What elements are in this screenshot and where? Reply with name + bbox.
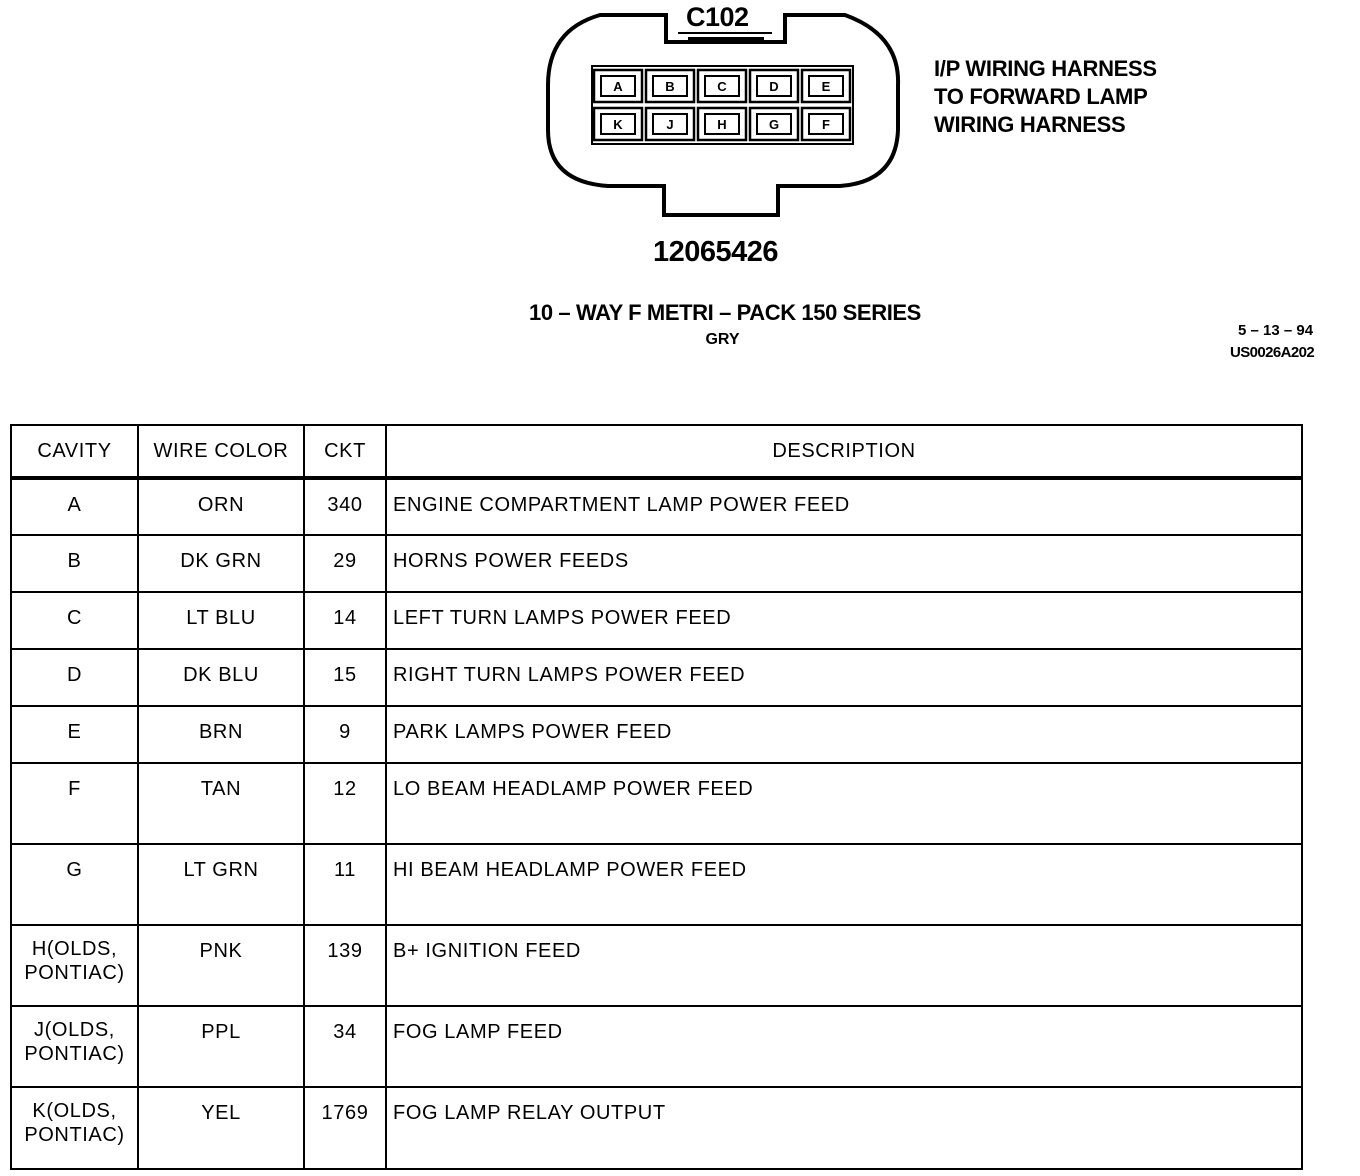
table-row bbox=[11, 844, 1302, 925]
cell-wire-color: TAN bbox=[138, 763, 304, 844]
harness-description bbox=[934, 55, 1157, 139]
cell-description: ENGINE COMPARTMENT LAMP POWER FEED bbox=[386, 478, 1302, 535]
cell-description: FOG LAMP RELAY OUTPUT bbox=[386, 1087, 1302, 1169]
pin-label: J bbox=[666, 117, 674, 132]
cell-wire-color: PPL bbox=[138, 1006, 304, 1087]
pin-label: D bbox=[769, 79, 779, 94]
cell-description: FOG LAMP FEED bbox=[386, 1006, 1302, 1087]
pin-label: A bbox=[613, 79, 623, 94]
cell-cavity-line: K(OLDS, bbox=[32, 1100, 117, 1122]
header-wire-color: WIRE COLOR bbox=[138, 425, 304, 478]
pin-label: K bbox=[613, 117, 623, 132]
cavity-table bbox=[10, 424, 1303, 1170]
cell-ckt: 12 bbox=[304, 763, 386, 844]
cell-ckt: 139 bbox=[304, 925, 386, 1006]
pin-label: H bbox=[717, 117, 727, 132]
table-row bbox=[11, 592, 1302, 649]
cell-description: HI BEAM HEADLAMP POWER FEED bbox=[386, 844, 1302, 925]
table-row bbox=[11, 1006, 1302, 1087]
harness-description-line: TO FORWARD LAMP bbox=[934, 84, 1148, 109]
cell-cavity: B bbox=[11, 535, 138, 592]
cell-cavity: D bbox=[11, 649, 138, 706]
table-row bbox=[11, 706, 1302, 763]
cell-cavity bbox=[11, 1087, 138, 1169]
connector-id-underline bbox=[688, 37, 764, 40]
cell-wire-color: ORN bbox=[138, 478, 304, 535]
cell-description: PARK LAMPS POWER FEED bbox=[386, 706, 1302, 763]
cell-description: LO BEAM HEADLAMP POWER FEED bbox=[386, 763, 1302, 844]
cell-wire-color: LT BLU bbox=[138, 592, 304, 649]
cell-wire-color: PNK bbox=[138, 925, 304, 1006]
cell-ckt: 11 bbox=[304, 844, 386, 925]
cell-cavity-line: PONTIAC) bbox=[24, 1043, 125, 1065]
cell-cavity: G bbox=[11, 844, 138, 925]
cell-description: HORNS POWER FEEDS bbox=[386, 535, 1302, 592]
part-number: 12065426 bbox=[653, 236, 779, 268]
connector-type: 10 – WAY F METRI – PACK 150 SERIES bbox=[529, 300, 921, 325]
pin-label: E bbox=[821, 79, 831, 94]
header-description: DESCRIPTION bbox=[386, 425, 1302, 478]
cell-wire-color: LT GRN bbox=[138, 844, 304, 925]
document-code: US0026A202 bbox=[1230, 344, 1315, 361]
table-header-row bbox=[11, 425, 1302, 478]
document-date: 5 – 13 – 94 bbox=[1238, 322, 1314, 339]
cell-ckt: 9 bbox=[304, 706, 386, 763]
header-ckt: CKT bbox=[304, 425, 386, 478]
connector-color: GRY bbox=[705, 331, 740, 348]
pin-block-frame bbox=[592, 66, 853, 144]
cell-ckt: 15 bbox=[304, 649, 386, 706]
pin-label: C bbox=[717, 79, 727, 94]
cell-ckt: 34 bbox=[304, 1006, 386, 1087]
table-row bbox=[11, 1087, 1302, 1169]
cell-wire-color: DK GRN bbox=[138, 535, 304, 592]
cell-wire-color: YEL bbox=[138, 1087, 304, 1169]
pin-label: F bbox=[822, 117, 830, 132]
cell-wire-color: BRN bbox=[138, 706, 304, 763]
pin-label: G bbox=[768, 117, 780, 132]
cell-ckt: 14 bbox=[304, 592, 386, 649]
harness-description-line: I/P WIRING HARNESS bbox=[934, 56, 1157, 81]
cell-description: B+ IGNITION FEED bbox=[386, 925, 1302, 1006]
cell-description: LEFT TURN LAMPS POWER FEED bbox=[386, 592, 1302, 649]
harness-description-line: WIRING HARNESS bbox=[934, 112, 1126, 137]
cell-ckt: 340 bbox=[304, 478, 386, 535]
cell-cavity: A bbox=[11, 478, 138, 535]
table-row bbox=[11, 535, 1302, 592]
cell-cavity-line: PONTIAC) bbox=[24, 962, 125, 984]
cell-ckt: 29 bbox=[304, 535, 386, 592]
cell-cavity bbox=[11, 1006, 138, 1087]
table-row bbox=[11, 478, 1302, 535]
cell-wire-color: DK BLU bbox=[138, 649, 304, 706]
table-row bbox=[11, 925, 1302, 1006]
cell-cavity bbox=[11, 925, 138, 1006]
cell-cavity: E bbox=[11, 706, 138, 763]
table-row bbox=[11, 649, 1302, 706]
cell-cavity-line: PONTIAC) bbox=[24, 1124, 125, 1146]
cell-cavity: C bbox=[11, 592, 138, 649]
cell-description: RIGHT TURN LAMPS POWER FEED bbox=[386, 649, 1302, 706]
connector-id: C102 bbox=[686, 2, 749, 32]
cell-ckt: 1769 bbox=[304, 1087, 386, 1169]
pin-label: B bbox=[665, 79, 675, 94]
header-cavity: CAVITY bbox=[11, 425, 138, 478]
cell-cavity: F bbox=[11, 763, 138, 844]
cell-cavity-line: J(OLDS, bbox=[34, 1019, 115, 1041]
table-row bbox=[11, 763, 1302, 844]
cell-cavity-line: H(OLDS, bbox=[31, 938, 118, 960]
